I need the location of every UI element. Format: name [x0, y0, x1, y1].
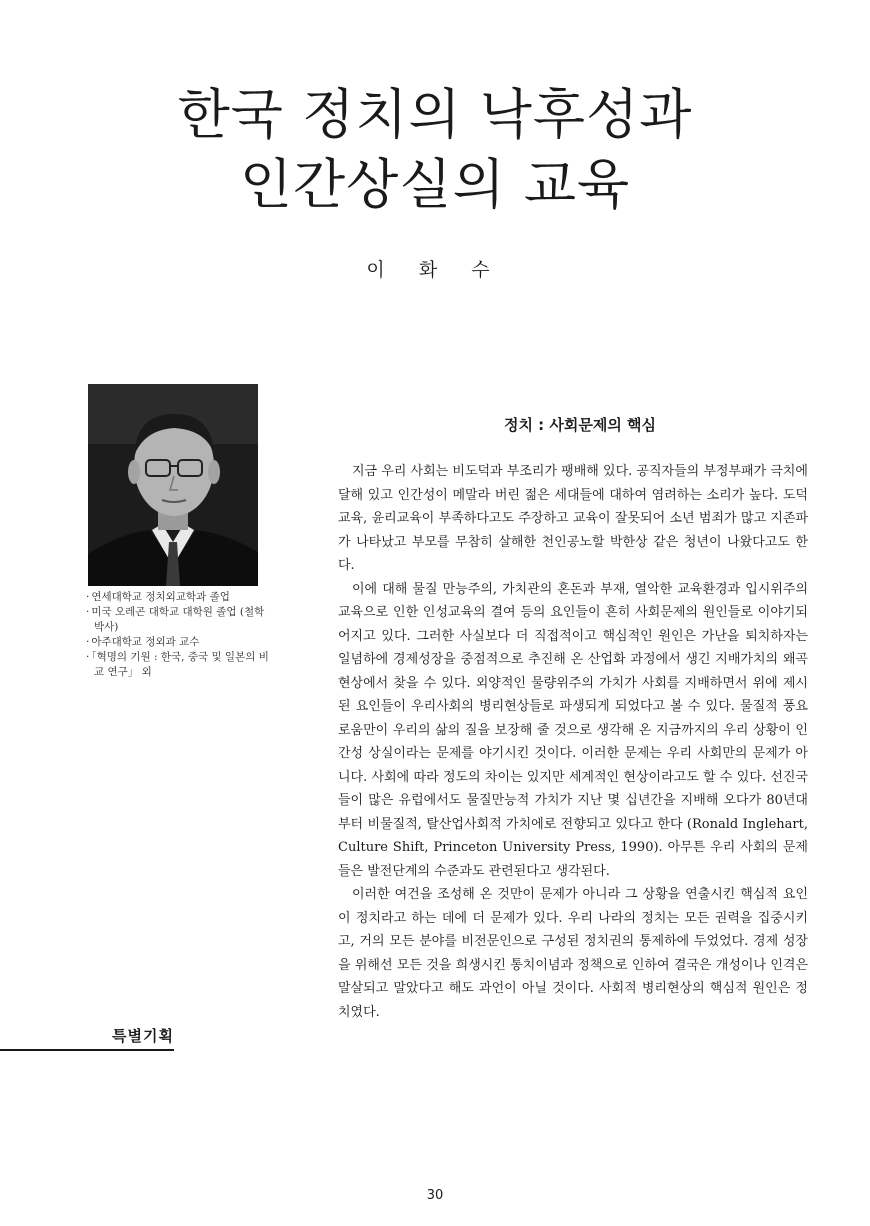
author-portrait-image [88, 384, 258, 586]
bio-item: · 연세대학교 정치외교학과 졸업 [86, 590, 276, 605]
paragraph: 지금 우리 사회는 비도덕과 부조리가 팽배해 있다. 공직자들의 부정부패가 극치에 달해 있고 인간성이 메말라 버린 젊은 세대들에 대하여 염려하는 소리가 높다. 도덕교육, 윤리교육이 부족하다고도 주장하고 교육이 잘못되어 소년 범죄가 많고 지존파가 나타났고 부모를 무참히 살해한 천인공노할 박한상 같은 청년이 나왔다고도 한다. [338, 464, 808, 573]
title-line-1: 한국 정치의 낙후성과 [177, 83, 693, 146]
author-name: 이 화 수 [366, 259, 504, 281]
title-line-2: 인간상실의 교육 [239, 153, 631, 216]
paragraph: 이에 대해 물질 만능주의, 가치관의 혼돈과 부재, 열악한 교육환경과 입시위주의 교육으로 인한 인성교육의 결여 등의 요인들이 흔히 사회문제의 원인들로 이야기되어지고 있다. 그러한 사실보다 더 직접적이고 핵심적인 원인은 가난을 퇴치하자는 일념하에 경제성장을 중점적으로 추진해 온 산업화 과정에서 생긴 지배가치의 왜곡현상에서 찾을 수 있다. 외양적인 물량위주의 가치가 사회를 지배하면서 위에 제시된 요인들이 우리사회의 병리현상들로 파생되게 되었다고 볼 수 있다. 물질적 풍요로움만이 우리의 삶의 질을 보장해 줄 것으로 생각해 온 지금까지의 우리 상황이 인간성 상실이라는 문제를 야기시킨 것이다. 이러한 문제는 우리 사회만의 문제가 아니다. 사회에 따라 정도의 차이는 있지만 세계적인 현상이라고도 할 수 있다. 선진국들이 많은 유럽에서도 물질만능적 가치가 지난 몇 십년간을 지배해 오다가 80년대부터 비물질적, 탈산업사회적 가치에로 전향되고 있다고 한다 (Ronald Inglehart, Culture Shift, Princeton University Press, 1990). 아무튼 우리 사회의 문제들은 발전단계의 수준과도 관련된다고 생각된다. [338, 581, 808, 879]
paragraph: 이러한 여건을 조성해 온 것만이 문제가 아니라 그 상황을 연출시킨 핵심적 요인이 정치라고 하는 데에 더 문제가 있다. 우리 나라의 정치는 모든 권력을 집중시키고, 거의 모든 분야를 비전문인으로 구성된 정치권의 통제하에 두었었다. 경제 성장을 위해선 모든 것을 희생시킨 통치이념과 정책으로 인하여 결국은 개성이나 인격은 말살되고 말았다고 해도 과언이 아닐 것이다. 사회적 병리현상의 핵심적 원인은 정치였다. [338, 887, 808, 1020]
bio-item: · 아주대학교 정외과 교수 [86, 635, 276, 650]
bio-item: · 미국 오레곤 대학교 대학원 졸업 (철학 박사) [86, 605, 276, 635]
section-label: 특별기획 [0, 1025, 174, 1051]
author-photo [88, 384, 258, 586]
bio-item: · 「혁명의 기원 : 한국, 중국 및 일본의 비교 연구」 외 [86, 650, 276, 680]
author-bio [86, 590, 276, 680]
page-number: 30 [426, 1188, 444, 1203]
article-title [0, 80, 870, 220]
article-body [338, 460, 808, 1024]
section-heading: 정치 : 사회문제의 핵심 [503, 416, 657, 434]
